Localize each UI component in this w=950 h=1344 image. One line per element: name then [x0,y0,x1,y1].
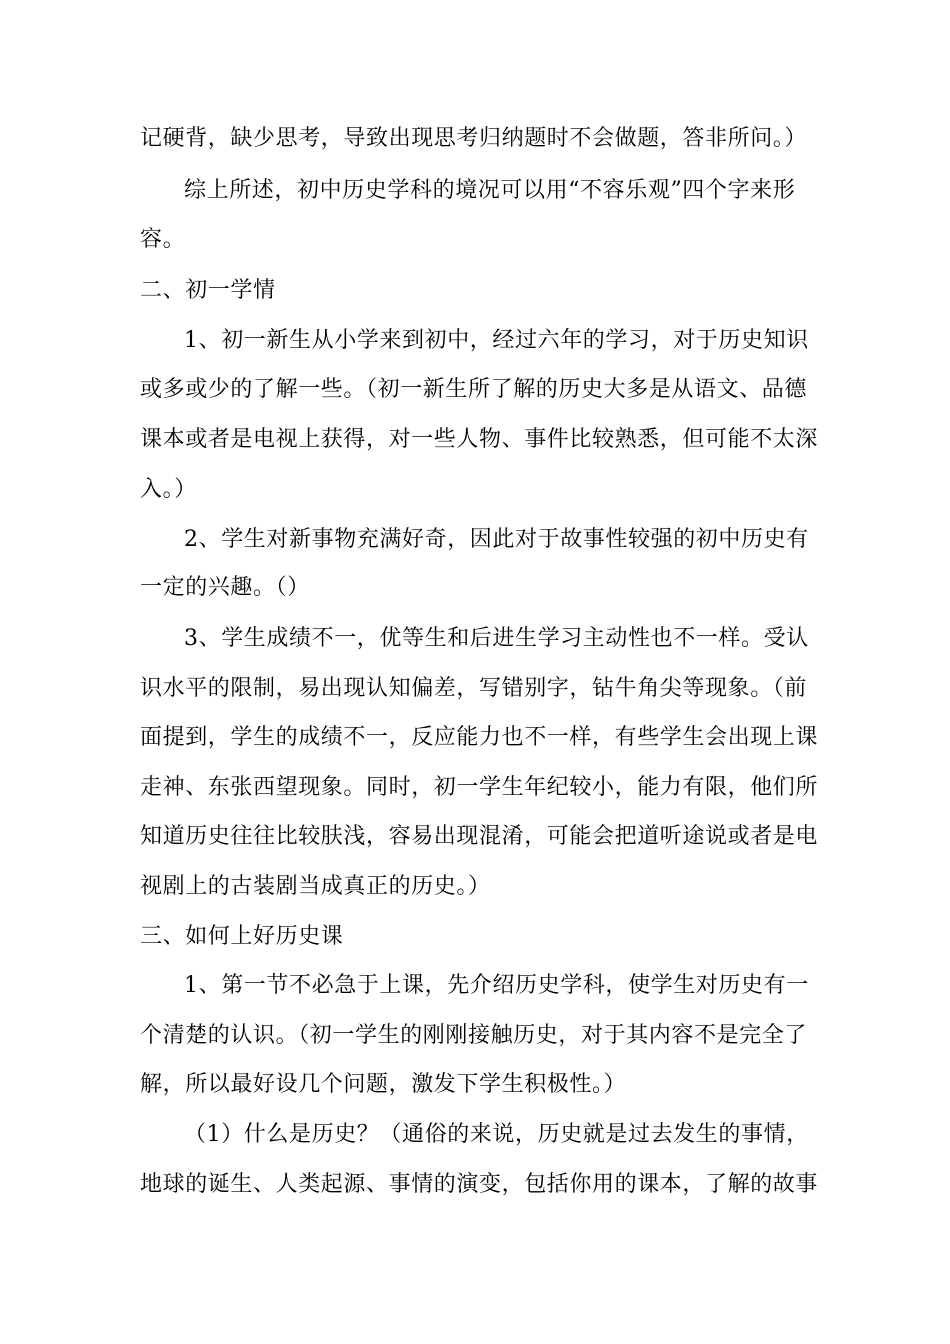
text-line: 综上所述，初中历史学科的境况可以用“不容乐观”四个字来形 [184,178,796,203]
text-line: 入。） [140,477,197,502]
text-line: 面提到，学生的成绩不一，反应能力也不一样，有些学生会出现上课 [140,725,819,750]
text-line: 解，所以最好设几个问题，激发下学生积极性。） [140,1072,627,1097]
text-line: （1）什么是历史？（通俗的来说，历史就是过去发生的事情， [184,1122,809,1147]
text-line: 记硬背，缺少思考，导致出现思考归纳题时不会做题，答非所问。） [140,126,808,151]
section-heading: 三、如何上好历史课 [140,924,344,949]
text-line: 2、学生对新事物充满好奇，因此对于故事性较强的初中历史有 [184,527,809,552]
text-line: 走神、东张西望现象。同时，初一学生年纪较小，能力有限，他们所 [140,775,819,800]
text-line: 容。 [140,227,186,252]
text-line: 视剧上的古装剧当成真正的历史。） [140,874,491,899]
text-line: 或多或少的了解一些。（初一新生所了解的历史大多是从语文、品德 [140,377,808,402]
text-line: 课本或者是电视上获得，对一些人物、事件比较熟悉，但可能不太深 [140,427,819,452]
text-line: 1、初一新生从小学来到初中，经过六年的学习，对于历史知识 [184,328,809,353]
section-heading: 二、初一学情 [140,278,276,303]
text-line: 知道历史往往比较肤浅，容易出现混淆，可能会把道听途说或者是电 [140,824,819,849]
text-line: 地球的诞生、人类起源、事情的演变，包括你用的课本，了解的故事 [140,1172,819,1197]
text-line: 1、第一节不必急于上课，先介绍历史学科，使学生对历史有一 [184,973,809,998]
text-line: 一定的兴趣。（） [140,575,310,600]
text-line: 识水平的限制，易出现认知偏差，写错别字，钻牛角尖等现象。（前 [140,676,808,701]
text-line: 个清楚的认识。（初一学生的刚刚接触历史，对于其内容不是完全了 [140,1023,808,1048]
text-line: 3、学生成绩不一，优等生和后进生学习主动性也不一样。受认 [184,626,809,651]
